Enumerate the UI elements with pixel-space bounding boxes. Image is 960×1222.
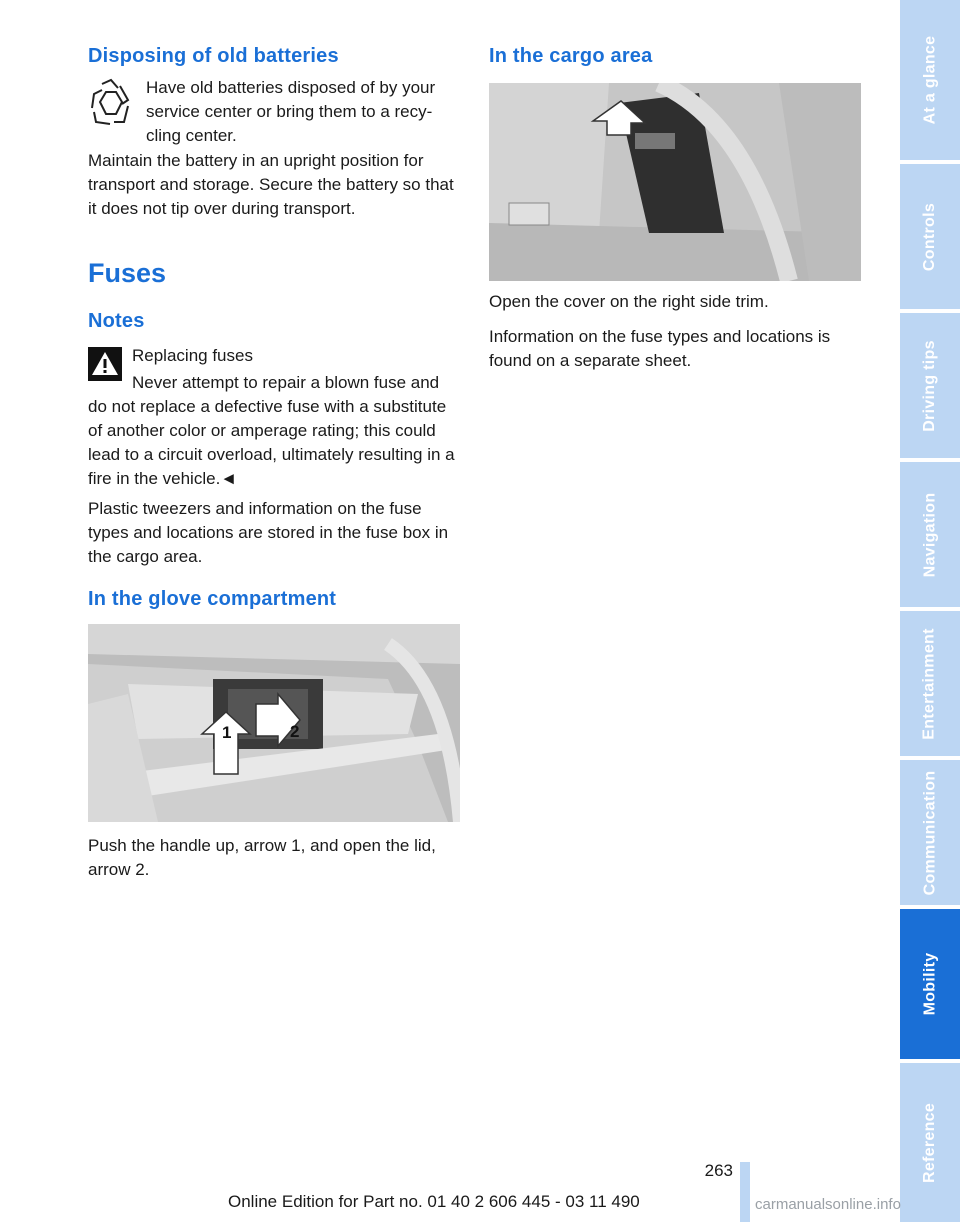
tab-communication[interactable]: Communication [900,760,960,905]
section-title-cargo: In the cargo area [489,45,653,67]
cargo-caption: Open the cover on the right side trim. [489,292,769,311]
section-title-glove: In the glove compartment [88,588,337,610]
cargo-info: Information on the fuse types and locations is found on a separate sheet. [489,327,831,370]
tab-entertainment[interactable]: Entertainment [900,611,960,756]
watermark: carmanualsonline.info [755,1196,901,1213]
tab-controls[interactable]: Controls [900,164,960,309]
section-title-notes: Notes [88,310,145,332]
disposing-icon-text: Have old batteries disposed of by your service center or bring them to a recy- cling center. [146,78,436,145]
warning-icon [88,347,122,381]
footer-edition: Online Edition for Part no. 01 40 2 606 445 - 03 11 490 [228,1192,640,1211]
tab-mobility[interactable]: Mobility [900,909,960,1059]
page-number: 263 [704,1161,733,1180]
section-title-disposing: Disposing of old batteries [88,45,339,67]
arrow-label-2: 2 [290,722,300,741]
tab-reference[interactable]: Reference [900,1063,960,1222]
glove-compartment-photo [88,624,460,822]
tweezers-text: Plastic tweezers and information on the fuse types and locations are stored in the fuse box in the cargo area. [88,499,449,566]
warning-body: do not replace a defective fuse with a substitute of another color or amperage rating; this could lead to a circuit overload, ultimately resulting in a fire in the vehicle.◄ [88,397,455,488]
warning-heading: Replacing fuses [132,346,253,365]
tab-driving-tips[interactable]: Driving tips [900,313,960,458]
tab-navigation[interactable]: Navigation [900,462,960,607]
chapter-sidebar [900,0,960,1222]
warning-first-line: Never attempt to repair a blown fuse and [132,373,440,392]
glove-caption: Push the handle up, arrow 1, and open the lid, arrow 2. [88,836,436,879]
recycle-icon [88,78,134,130]
tab-at-a-glance[interactable]: At a glance [900,0,960,160]
disposing-body: Maintain the battery in an upright position for transport and storage. Secure the battery so that it does not tip over during transport. [88,151,454,218]
cargo-area-photo [489,83,861,281]
arrow-label-1: 1 [222,723,232,742]
section-title-fuses: Fuses [88,258,167,288]
